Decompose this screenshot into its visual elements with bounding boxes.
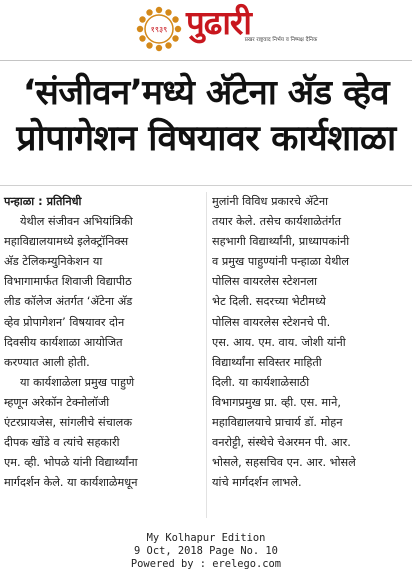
newspaper-logo: पुढारी [186,3,251,42]
edition-name: My Kolhapur Edition [146,532,266,544]
masthead-tagline: प्रखर राष्ट्रवाद निर्भय व निष्पक्ष दैनिक [244,37,318,43]
emblem-year: १९३९ [150,25,168,34]
headline-line-1: ‘संजीवन’मध्ये अ‍ॅटेना अ‍ॅड व्हेव [22,73,390,113]
masthead [0,0,412,58]
text-line: तयार केले. तसेच कार्यशाळेतंर्गत [212,215,342,229]
text-line: मुलांनी विविध प्रकारचे अ‍ॅटेना [212,195,329,208]
text-line: महाविद्यालयाचे प्राचार्य डॉ. मोहन [212,416,343,430]
edition-date-page: 9 Oct, 2018 Page No. 10 [134,545,278,557]
text-line: दिली. या कार्यशाळेसाठी [212,375,310,389]
paragraph-3 [212,192,410,493]
text-line: भेट दिली. सदरच्या भेटीमध्ये [212,295,326,309]
text-line: व प्रमुख पाहुण्यांनी पन्हाळा येथील [212,255,350,269]
text-line: विद्यार्थ्यांना सविस्तर माहिती [212,355,322,369]
article-headline [6,70,406,162]
text-line: एम. व्ही. भोपळे यांनी विद्यार्थ्यांना [4,456,138,470]
text-line: लीड कॉलेज अंतर्गत ‘अ‍ॅटेना अ‍ॅड [4,295,133,309]
text-line: महाविद्यालयामध्ये इलेक्ट्रॉनिक्स [4,235,129,249]
paragraph-2 [4,373,202,494]
text-line: या कार्यशाळेला प्रमुख पाहुणे [20,375,135,389]
text-line: करण्यात आली होती. [4,355,90,369]
text-line: म्हणून अरेकॉन टेक्नोलॉजी [4,395,110,409]
headline-line-2: प्रोपागेशन विषयावर कार्यशाळा [16,118,396,159]
dateline: पन्हाळा : प्रतिनिधी [4,195,82,208]
text-line: मार्गदर्शन केले. या कार्यशाळेमधून [4,476,138,490]
text-line: पोलिस वायरलेस स्टेशनला [212,275,318,289]
edition-footer [0,532,412,571]
article-column-left [4,192,202,493]
column-divider [206,192,207,518]
text-line: भोसले, सहसचिव एन. आर. भोसले [212,456,356,470]
text-line: दिवसीय कार्यशाळा आयोजित [4,335,123,349]
text-line: पोलिस वायरलेस स्टेशनचे पी. [212,315,331,329]
text-line: विभागप्रमुख प्रा. व्ही. एस. माने, [212,395,341,409]
text-line: सहभागी विद्यार्थ्यांनी, प्राध्यापकांनी [212,235,350,249]
masthead-divider [0,60,412,61]
paragraph-1 [4,212,202,373]
text-line: विभागामार्फत शिवाजी विद्यापीठ [4,275,132,289]
text-line: दीपक खोंडे व त्यांचे सहकारी [4,436,120,450]
text-line: वनरोट्टी, संस्थेचे चेअरमन पी. आर. [212,436,351,450]
text-line: अ‍ॅड टेलिकम्युनिकेशन या [4,255,103,269]
text-line: यांचे मार्गदर्शन लाभले. [212,476,302,490]
sun-emblem-icon [136,6,182,52]
text-line: एस. आय. एम. वाय. जोशी यांनी [212,335,346,349]
text-line: येथील संजीवन अभियांत्रिकी [20,215,133,229]
powered-by-link[interactable]: Powered by : erelego.com [130,558,282,570]
text-line: व्हेव प्रोपागेशन’ विषयावर दोन [4,315,125,329]
text-line: एंटरप्रायजेस, सांगलीचे संचालक [4,416,133,430]
article-column-right [212,192,410,493]
headline-divider [0,185,412,186]
